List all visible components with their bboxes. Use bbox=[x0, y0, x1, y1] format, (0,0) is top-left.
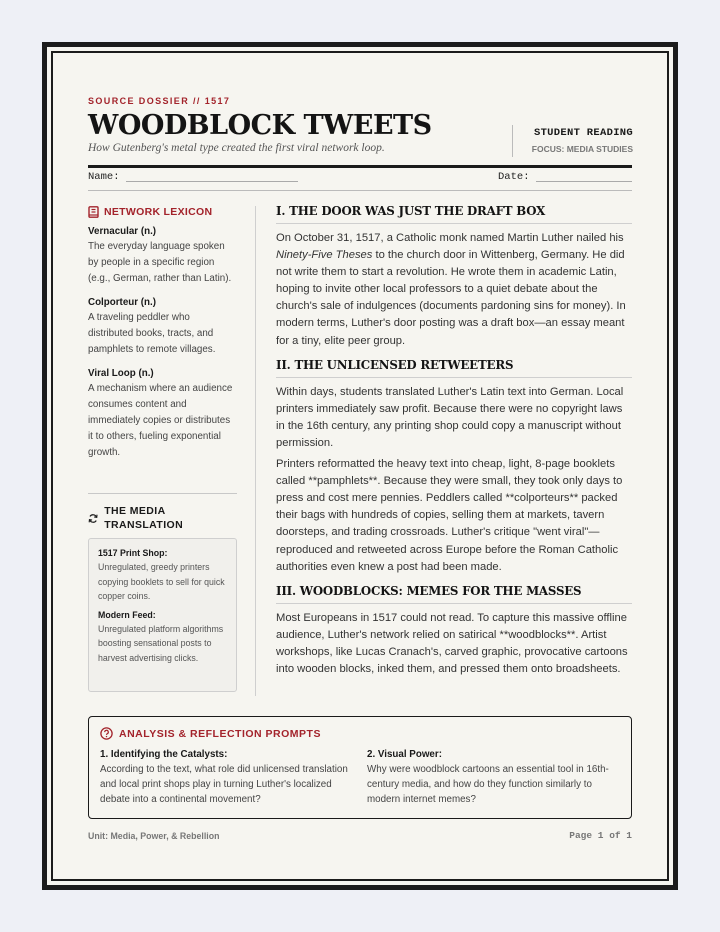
section-title: II. THE UNLICENSED RETWEETERS bbox=[276, 358, 632, 378]
prompt-item bbox=[100, 749, 358, 807]
header-rule bbox=[88, 165, 632, 168]
media-translation-heading bbox=[88, 504, 237, 532]
prompt-text: Why were woodblock cartoons an essential tool in 16th-century media, and how do they function similarly to modern internet memes? bbox=[367, 764, 609, 805]
prompt-title: 1. Identifying the Catalysts: bbox=[100, 749, 228, 760]
date-label: Date: bbox=[498, 171, 530, 183]
book-icon bbox=[88, 206, 99, 218]
name-field[interactable] bbox=[126, 181, 298, 182]
lexicon-term: Vernacular (n.) bbox=[88, 226, 157, 237]
section-title: III. WOODBLOCKS: MEMES FOR THE MASSES bbox=[276, 584, 632, 604]
sidebar-divider bbox=[88, 493, 237, 494]
page-title: WOODBLOCK TWEETS bbox=[88, 110, 432, 141]
translation-term: Modern Feed: bbox=[98, 609, 156, 620]
prompt-title: 2. Visual Power: bbox=[367, 749, 442, 760]
header-meta bbox=[512, 125, 633, 157]
question-icon bbox=[100, 727, 113, 740]
section-paragraph: Printers reformatted the heavy text into cheap, light, 8-page booklets called **pamphlets**. Because they were small, they took only days to press and cost mere pennies. Peddlers called **colporteurs** packed their bags with hundreds of copies, selling them at markets, tavern doorsteps, and trading crossroads. Luther's critique "went viral"—reproduced and retweeted across Europe before the Roman Catholic authorities even knew a post had been made. bbox=[276, 458, 623, 573]
section-3 bbox=[276, 584, 632, 678]
student-reading-label: STUDENT READING bbox=[533, 127, 633, 139]
date-field[interactable] bbox=[536, 181, 632, 182]
lexicon-definition: The everyday language spoken by people in a specific region (e.g., German, rather than Latin). bbox=[88, 241, 232, 284]
section-title: I. THE DOOR WAS JUST THE DRAFT BOX bbox=[276, 204, 632, 224]
reflection-prompts-box bbox=[88, 716, 632, 819]
name-label: Name: bbox=[88, 171, 120, 183]
name-row-rule bbox=[88, 190, 632, 191]
prompts-heading bbox=[100, 727, 321, 740]
page-subtitle: How Gutenberg's metal type created the first viral network loop. bbox=[88, 142, 385, 154]
lexicon-sidebar bbox=[88, 200, 237, 461]
section-paragraph bbox=[276, 230, 632, 350]
lexicon-term: Colporteur (n.) bbox=[88, 297, 157, 308]
main-column bbox=[276, 204, 632, 686]
section-1 bbox=[276, 204, 632, 350]
media-translation-box bbox=[88, 538, 237, 692]
translation-definition: Unregulated platform algorithms boosting sensational posts to harvest advertising clicks. bbox=[98, 623, 224, 663]
translation-term: 1517 Print Shop: bbox=[98, 548, 168, 558]
lexicon-heading-text: NETWORK LEXICON bbox=[104, 206, 213, 218]
column-divider bbox=[255, 206, 256, 696]
lexicon-heading bbox=[88, 206, 237, 218]
unit-label: Unit: Media, Power, & Rebellion bbox=[88, 831, 220, 841]
lexicon-definition: A traveling peddler who distributed books, tracts, and pamphlets to remote villages. bbox=[88, 312, 216, 355]
refresh-icon bbox=[88, 513, 98, 524]
translation-definition: Unregulated, greedy printers copying booklets to sell for quick copper coins. bbox=[98, 562, 225, 601]
section-paragraph: Most Europeans in 1517 could not read. To capture this massive offline audience, Luther's network relied on satirical **woodblocks**. Artist workshops, like Lucas Cranach's, carved graphic, provocative cartoons into wooden blocks, inked them, and pressed them onto broadsheets. bbox=[276, 611, 628, 675]
media-translation-heading-text: THE MEDIA TRANSLATION bbox=[104, 505, 184, 531]
section-2 bbox=[276, 358, 632, 576]
paragraph-text: to the church door in Wittenberg, Germany. He did not write them to start a revolution. He wrote them in academic Latin, hoping to invite other local professors to a quiet debate about the church's sale of indulgences (documents pardoning sins for money). In modern terms, Luther's door posting was a draft box—an essay meant for a tiny, elite peer group. bbox=[276, 249, 626, 347]
focus-label: FOCUS: MEDIA STUDIES bbox=[531, 144, 633, 154]
theses-title: Ninety-Five Theses bbox=[276, 249, 373, 262]
kicker: SOURCE DOSSIER // 1517 bbox=[88, 96, 231, 106]
page-number: Page 1 of 1 bbox=[569, 830, 632, 841]
section-paragraph: Within days, students translated Luther's Latin text into German. Local printers immediately saw profit. Because there were no copyright laws in the 16th century, any printing shop could copy a manuscript without permission. bbox=[276, 385, 624, 449]
prompt-item bbox=[367, 749, 625, 807]
prompt-text: According to the text, what role did unlicensed translation and local print shops play in turning Luther's localized debate into a continental movement? bbox=[100, 764, 348, 805]
lexicon-term: Viral Loop (n.) bbox=[88, 368, 154, 379]
prompts-heading-text: ANALYSIS & REFLECTION PROMPTS bbox=[119, 727, 321, 740]
paragraph-text: On October 31, 1517, a Catholic monk named Martin Luther nailed his bbox=[276, 232, 624, 244]
lexicon-definition: A mechanism where an audience consumes content and immediately copies or distributes it to others, fueling exponential growth. bbox=[88, 383, 233, 458]
